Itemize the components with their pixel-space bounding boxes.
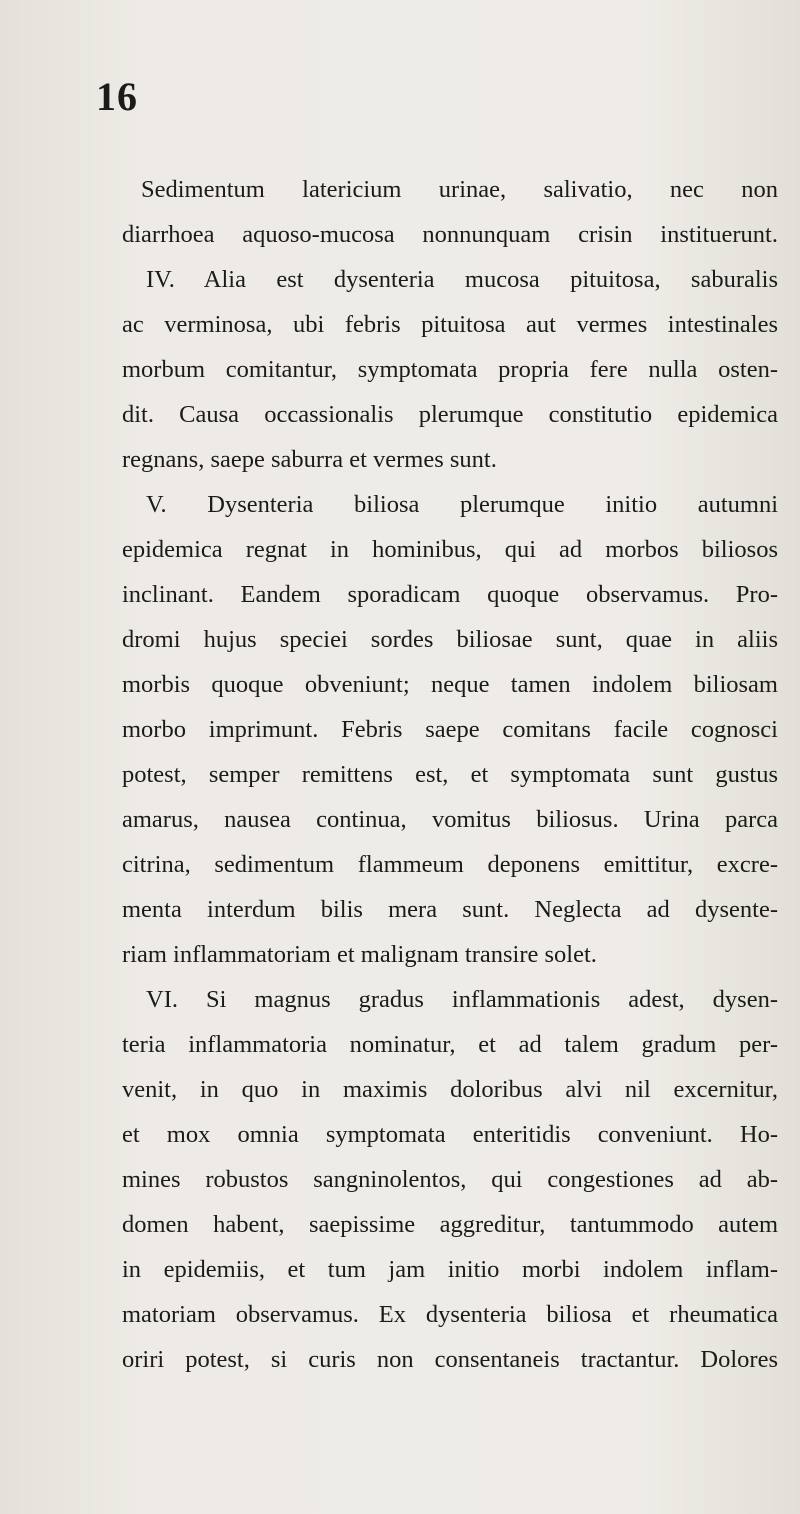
text-line: morbo imprimunt. Febris saepe comitans facile cognosci [122,716,778,743]
text-line: et mox omnia symptomata enteritidis conveniunt. Ho- [122,1121,778,1148]
text-line: dromi hujus speciei sordes biliosae sunt, quae in aliis [122,626,778,653]
text-line: diarrhoea aquoso-mucosa nonnunquam crisin instituerunt. [122,221,778,248]
text-line: citrina, sedimentum flammeum deponens emittitur, excre- [122,851,778,878]
text-line: morbum comitantur, symptomata propria fere nulla osten- [122,356,778,383]
text-line: in epidemiis, et tum jam initio morbi indolem inflam- [122,1256,778,1283]
page-number: 16 [96,74,138,119]
text-line: dit. Causa occassionalis plerumque constitutio epidemica [122,401,778,428]
text-line: ac verminosa, ubi febris pituitosa aut vermes intestinales [122,311,778,338]
text-line: mines robustos sangninolentos, qui congestiones ad ab- [122,1166,778,1193]
text-line: riam inflammatoriam et malignam transire solet. [122,941,597,968]
text-line: IV. Alia est dysenteria mucosa pituitosa, saburalis [146,266,778,293]
text-line: V. Dysenteria biliosa plerumque initio autumni [146,491,778,518]
text-line: VI. Si magnus gradus inflammationis adest, dysen- [146,986,778,1013]
text-line: oriri potest, si curis non consentaneis tractantur. Dolores [122,1346,778,1373]
text-line: menta interdum bilis mera sunt. Neglecta ad dysente- [122,896,778,923]
text-line: teria inflammatoria nominatur, et ad talem gradum per- [122,1031,778,1058]
text-line: epidemica regnat in hominibus, qui ad morbos biliosos [122,536,778,563]
text-line: inclinant. Eandem sporadicam quoque observamus. Pro- [122,581,778,608]
text-line: potest, semper remittens est, et symptomata sunt gustus [122,761,778,788]
text-line: morbis quoque obveniunt; neque tamen indolem biliosam [122,671,778,698]
text-line: domen habent, saepissime aggreditur, tantummodo autem [122,1211,778,1238]
text-line: Sedimentum latericium urinae, salivatio, nec non [141,176,778,203]
text-line: matoriam observamus. Ex dysenteria biliosa et rheumatica [122,1301,778,1328]
body-text [122,167,778,1382]
text-line: venit, in quo in maximis doloribus alvi nil excernitur, [122,1076,778,1103]
text-line: amarus, nausea continua, vomitus biliosus. Urina parca [122,806,778,833]
text-line: regnans, saepe saburra et vermes sunt. [122,446,497,473]
